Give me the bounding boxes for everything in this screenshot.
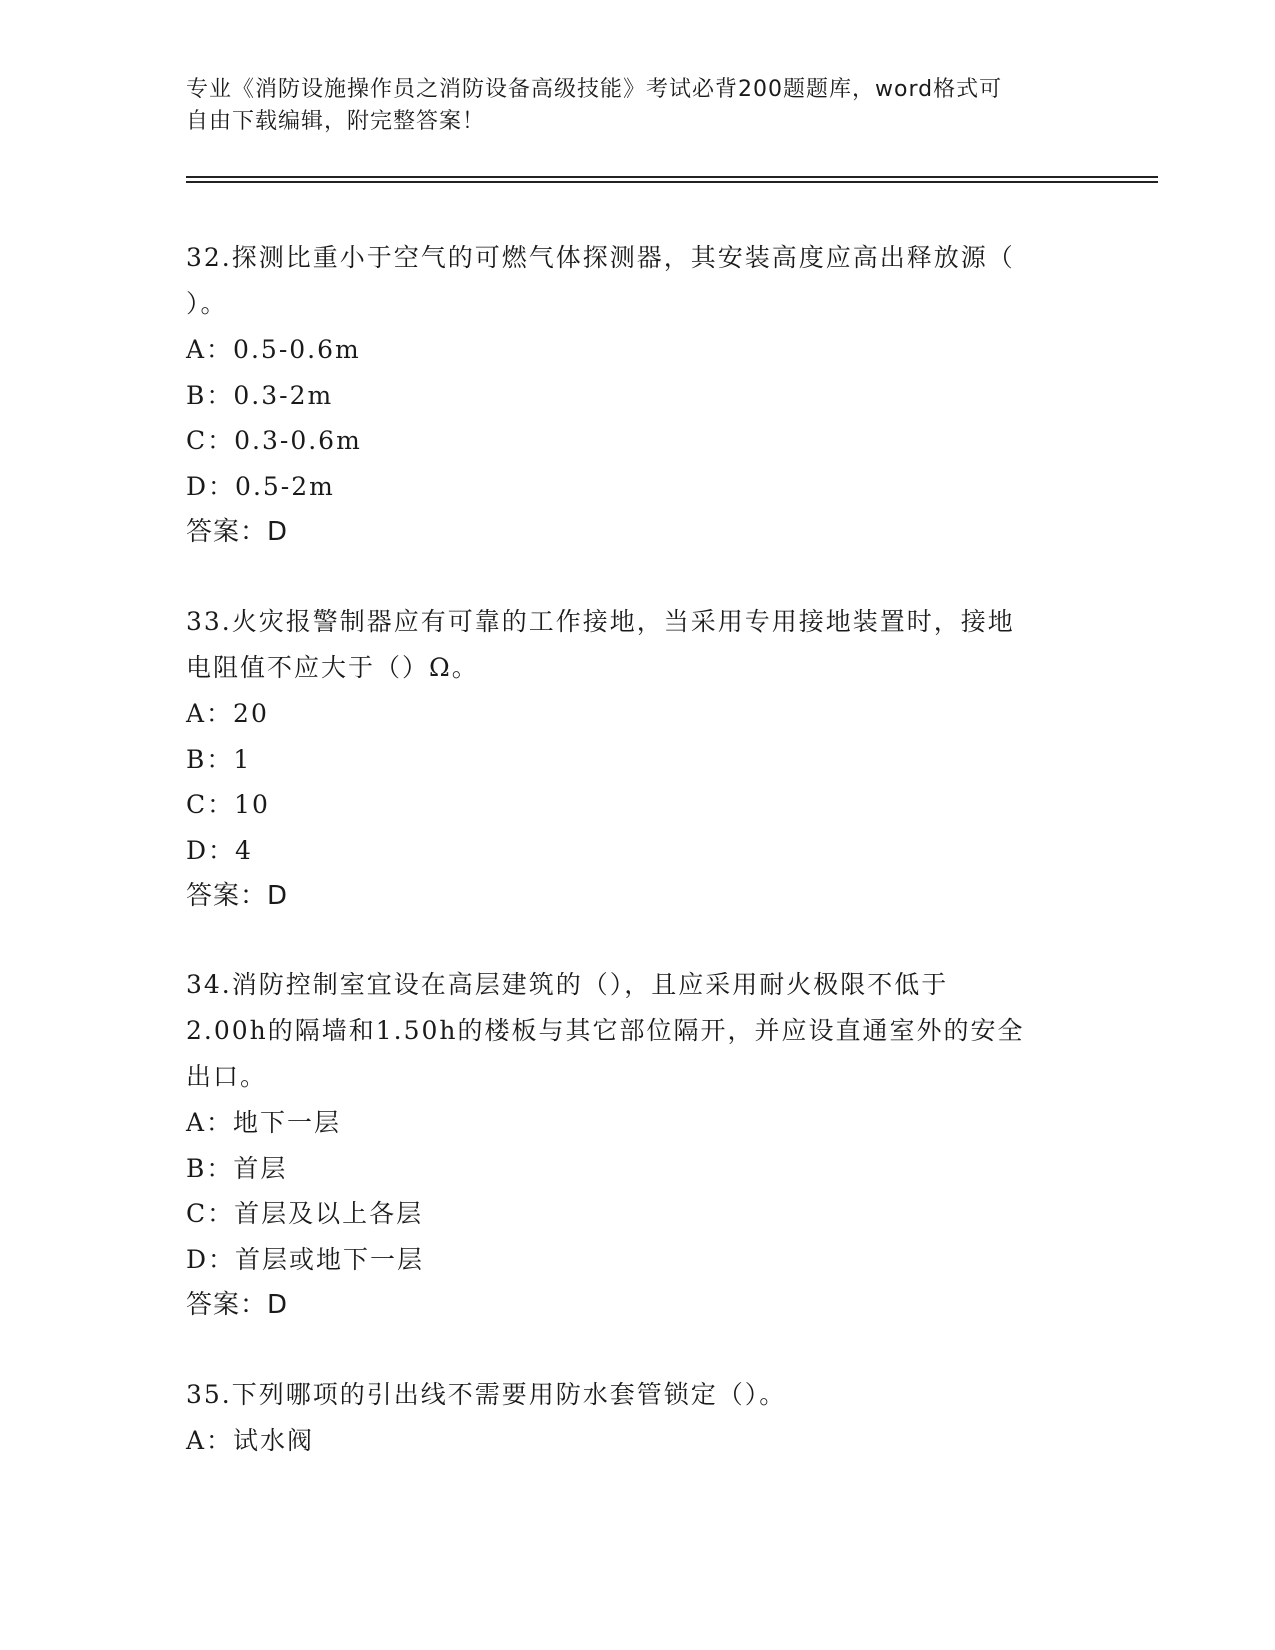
option-a: A：0.5-0.6m [186,335,361,364]
question-stem-line: 32.探测比重小于空气的可燃气体探测器，其安装高度应高出释放源（ [186,243,1015,272]
question-stem-line: 出口。 [186,1062,268,1091]
option-b: B：0.3-2m [186,380,334,410]
header-line-2: 自由下载编辑，附完整答案！ [186,109,486,134]
question-33 [186,599,1086,919]
option-a: A：试水阀 [186,1426,315,1455]
option-c: C：首层及以上各层 [186,1199,424,1228]
question-stem-line: 2.00h的隔墙和1.50h的楼板与其它部位隔开，并应设直通室外的安全 [186,1016,1025,1045]
question-stem-line: 34.消防控制室宜设在高层建筑的（），且应采用耐火极限不低于 [186,970,949,999]
document-header [186,74,1076,138]
question-stem-line: 电阻值不应大于（）Ω。 [186,653,479,682]
question-stem-line: 35.下列哪项的引出线不需要用防水套管锁定（）。 [186,1380,787,1409]
option-b: B：首层 [186,1153,288,1183]
question-34 [186,962,1086,1328]
option-d: D：首层或地下一层 [186,1244,425,1274]
option-a: A：20 [186,699,269,728]
option-d: D：0.5-2m [186,471,335,501]
answer: 答案：D [186,1290,289,1320]
option-d: D：4 [186,835,253,865]
option-c: C：10 [186,790,270,819]
question-35 [186,1372,1086,1464]
question-stem-line: 33.火灾报警制器应有可靠的工作接地，当采用专用接地装置时，接地 [186,607,1015,636]
option-a: A：地下一层 [186,1108,342,1137]
header-divider-bottom [186,181,1158,183]
question-stem-line: ）。 [186,289,228,318]
answer: 答案：D [186,517,289,547]
header-line-1: 专业《消防设施操作员之消防设备高级技能》考试必背200题题库，word格式可 [186,77,1003,102]
option-c: C：0.3-0.6m [186,426,362,455]
answer: 答案：D [186,881,289,911]
question-32 [186,235,1086,555]
option-b: B：1 [186,744,252,774]
header-divider-top [186,176,1158,178]
